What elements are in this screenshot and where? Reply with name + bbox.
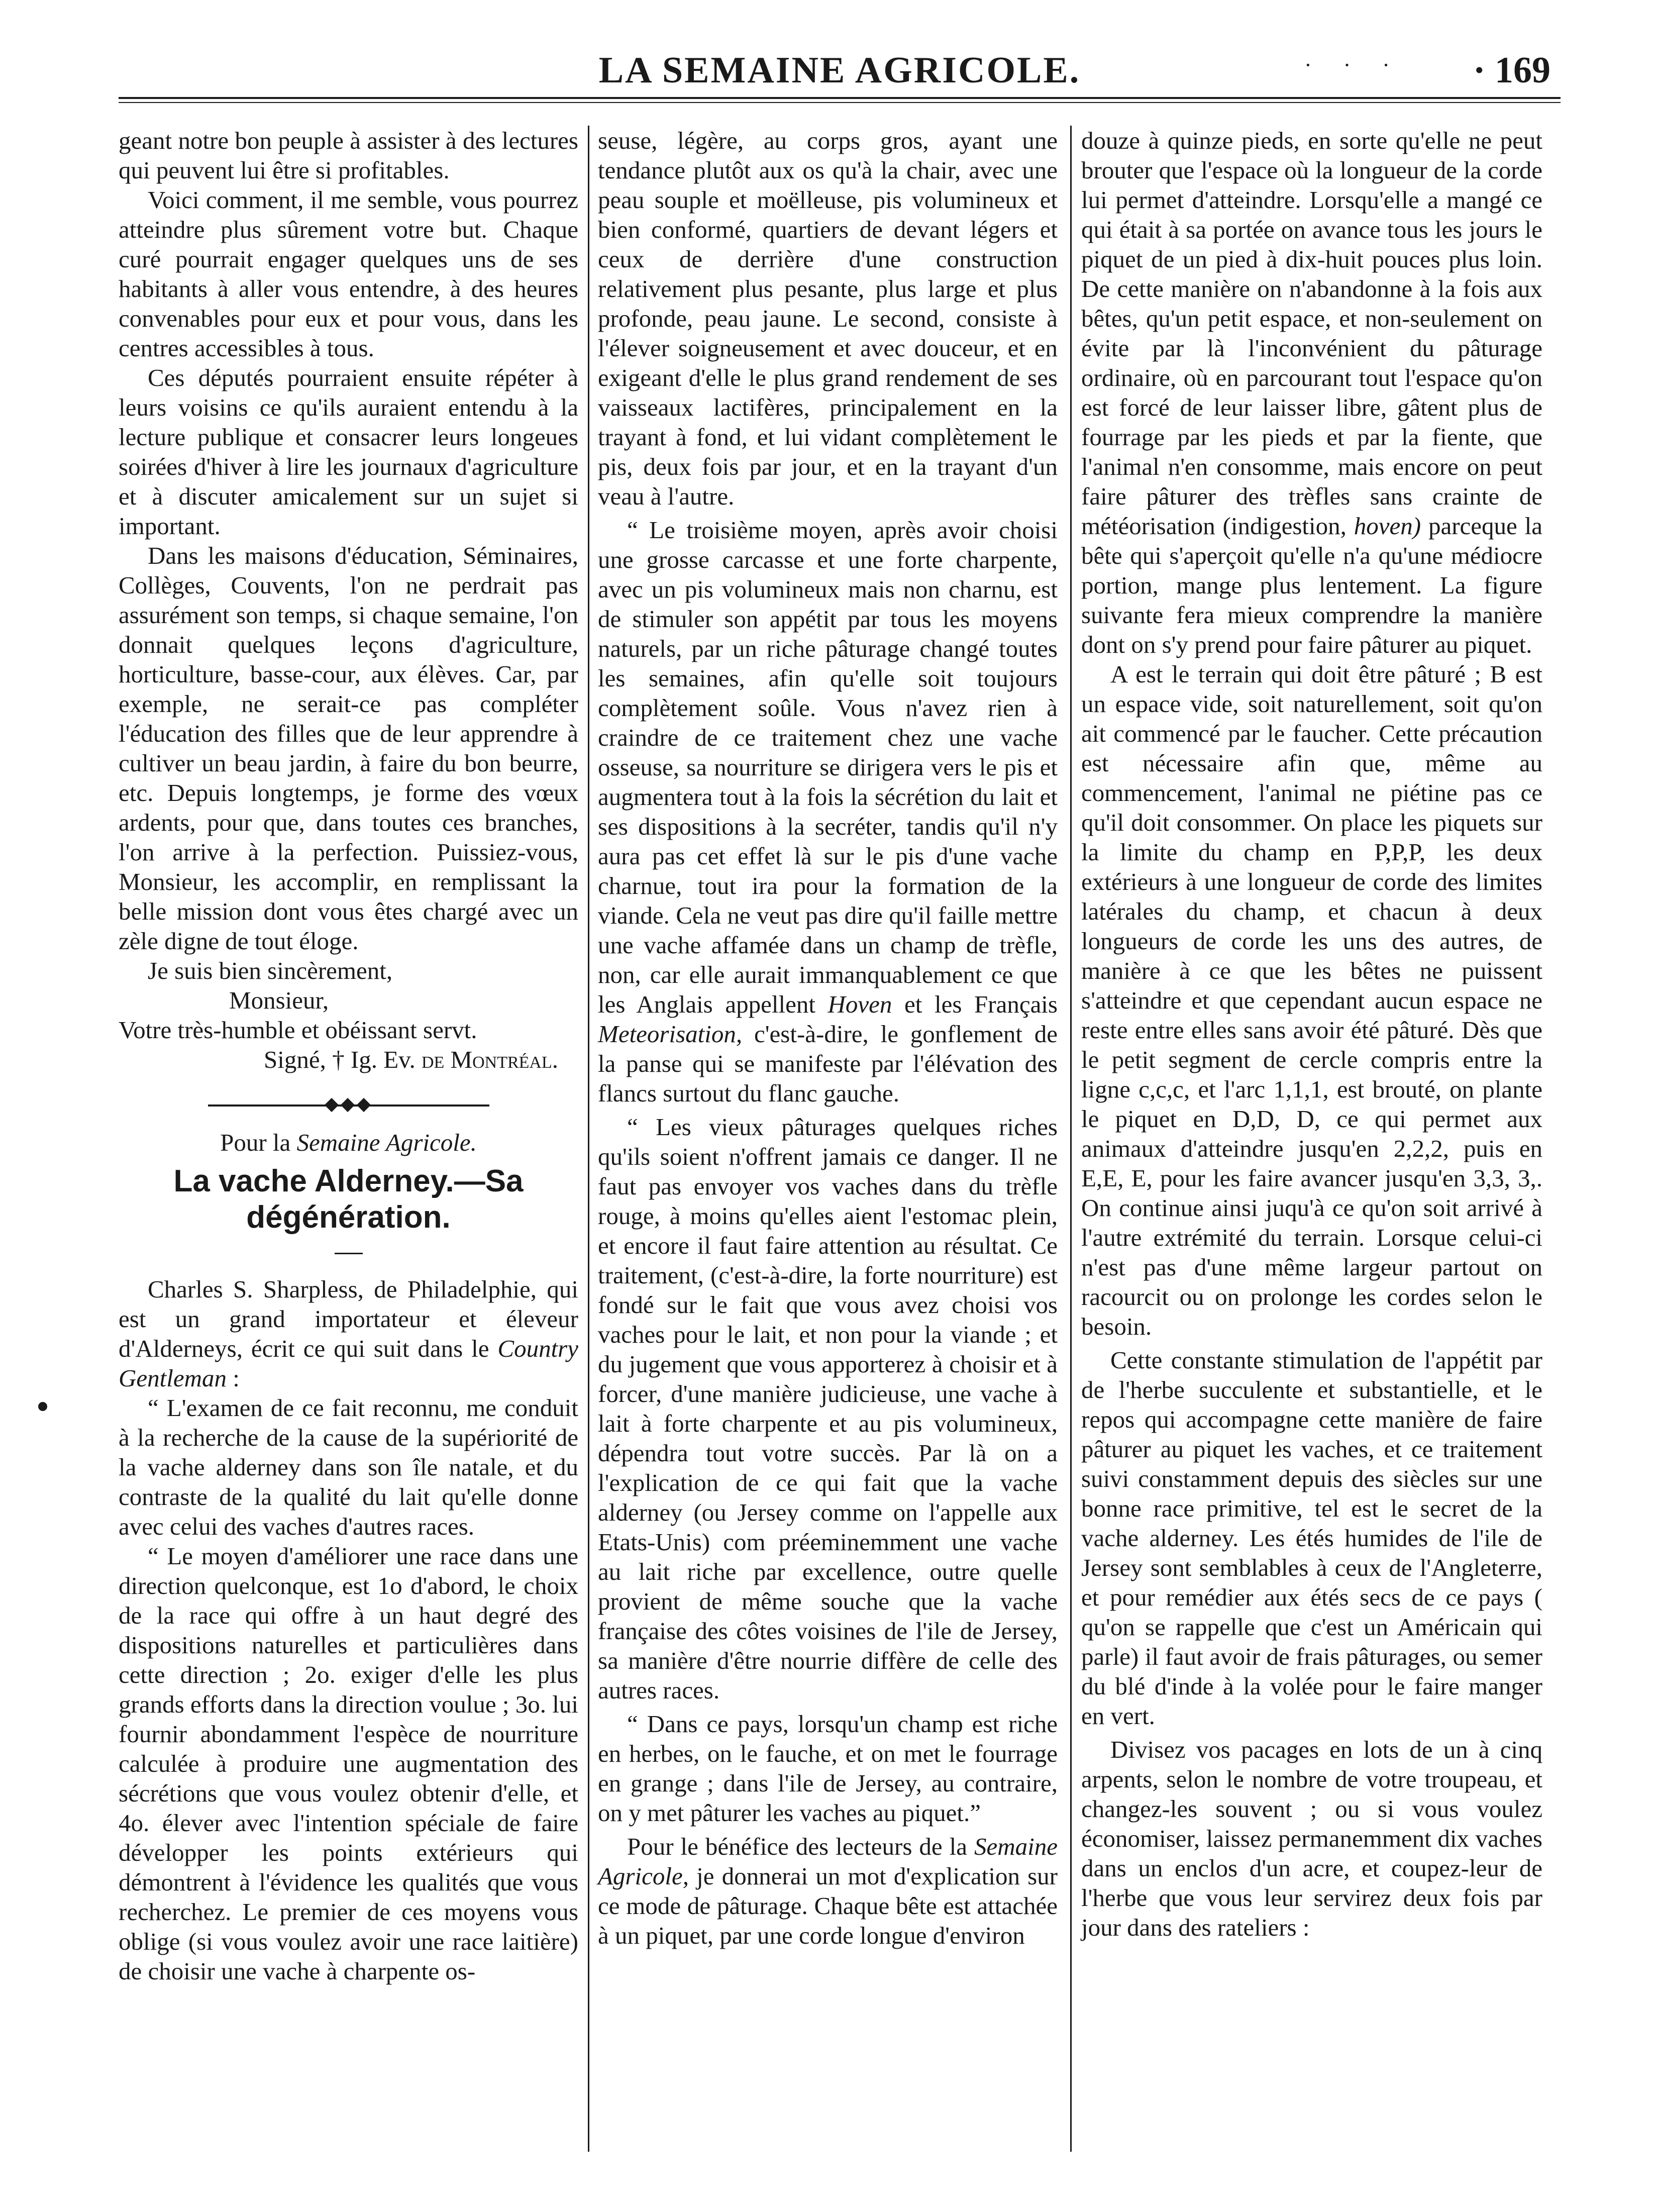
signature	[119, 1045, 578, 1074]
text-run: douze à quinze pieds, en sorte qu'elle ne peut brouter que l'espace où la longueur de la corde lui permet d'atteindre. Lorsqu'elle a mangé ce qui était à sa portée on avance tous les jours le piquet de un pied à dix-huit pouces plus loin. De cette manière on n'abandonne à la fois aux bêtes, qu'un petit espace, et non-seulement on évite par là l'inconvénient du pâturage ordinaire, où en parcourant tout l'espace qu'on est forcé de leur laisser libre, gâtent plus de fourrage par les pieds et par la fiente, que l'animal n'en consomme, mais encore on peut faire pâturer des trèfles sans crainte de météorisation (indigestion,	[1081, 127, 1542, 540]
column-3	[1081, 126, 1542, 2162]
signature-prefix: Signé, † Ig. Ev.	[264, 1046, 416, 1073]
text-run: Charles S. Sharpless, de Philadelphie, qui est un grand importateur et éleveur d'Alderneys, écrit ce qui suit dans le	[119, 1275, 578, 1362]
text-run: c'est-à-dire, le gonflement de la panse qui se manifeste par l'élévation des flancs surtout du flanc gauche.	[598, 1020, 1058, 1107]
column-divider	[588, 126, 589, 2152]
header-rule	[119, 97, 1561, 99]
salutation: Monsieur,	[229, 986, 329, 1014]
paragraph: “ Le moyen d'améliorer une race dans une direction quelconque, est 1o d'abord, le choix de la race qui offre à un haut degré des dispositions naturelles et particulières dans cette direction ; 2o. exiger d'elle les plus grands efforts dans la direction voulue ; 3o. lui fournir abondamment l'espèce de nourriture calculée à produire une augmentation des sécrétions que vous voulez obtenir d'elle, et 4o. élever avec l'intention spéciale de faire développer les points extérieurs qui démontrent à l'évidence les qualités que vous recherchez. Le premier de ces moyens vous oblige (si vous voulez avoir une race laitière) de choisir une vache à charpente os-	[119, 1542, 578, 1985]
text-run: je donnerai un mot d'explication sur ce mode de pâturage. Chaque bête est attachée à un piquet, par une corde longue d'environ	[598, 1862, 1058, 1949]
paragraph: Voici comment, il me semble, vous pourrez atteindre plus sûrement votre but. Chaque curé pourrait engager quelques uns de ses habitants à aller vous entendre, à des heures convenables pour eux et pour vous, dans les centres accessibles à tous.	[119, 186, 578, 362]
paragraph: “ L'examen de ce fait reconnu, me conduit à la recherche de la cause de la supériorité de la vache alderney dans son île natale, et du contraste de la qualité du lait qu'elle donne avec celui des vaches d'autres races.	[119, 1394, 578, 1540]
term-meteorisation: Meteorisation,	[598, 1020, 743, 1048]
journal-title: LA SEMAINE AGRICOLE.	[598, 50, 1081, 91]
paragraph: geant notre bon peuple à assister à des lectures qui peuvent lui être si profitables.	[119, 127, 578, 184]
text-run: :	[233, 1364, 240, 1392]
header-dots: · · ·	[1304, 53, 1403, 77]
paragraph: Divisez vos pacages en lots de un à cinq arpents, selon le nombre de votre troupeau, et changez-les souvent ; ou si vous voulez économiser, laissez permanemment dix vaches dans un enclos d'un acre, et coupez-leur de l'herbe que vous leur servirez deux fois par jour dans des rateliers :	[1081, 1736, 1542, 1941]
paragraph: seuse, légère, au corps gros, ayant une tendance plutôt aux os qu'à la chair, avec une peau souple et moëlleuse, pis volumineux et bien conformé, quartiers de devant légers et ceux de derrière d'une construction relativement plus pesante, plus large et plus profonde, peau jaune. Le second, consiste à l'élever soigneusement et avec douceur, et en exigeant d'elle le plus grand rendement de ses vaisseaux lactifères, principalement en la trayant à fond, et lui vidant complètement le pis, deux fois par jour, et en la trayant d'un veau à l'autre.	[598, 127, 1058, 510]
text-run: “ Le troisième moyen, après avoir choisi une grosse carcasse et une forte charpente, avec un pis volumineux mais non charnu, est de stimuler son appétit par tous les moyens naturels, par un riche pâturage changé toutes les semaines, afin qu'elle soit toujours complètement soûle. Vous n'avez rien à craindre de ce traitement chez une vache osseuse, sa nourriture se dirigera vers le pis et augmentera tout à la fois la sécrétion du lait et ses dispositions à la secréter, tandis qu'il n'y aura pas cet effet là sur le pis d'une vache charnue, tout ira pour la formation de la viande. Cela ne veut pas dire qu'il faille mettre une vache affamée dans un champ de trèfle, non, car elle aurait immanquablement ce que les Anglais appellent	[598, 516, 1058, 1018]
article-title: La vache Alderney.—Sa dégénération.	[173, 1164, 524, 1235]
page-header	[119, 44, 1561, 99]
column-divider	[1070, 126, 1072, 2152]
closing: Votre très-humble et obéissant servt.	[119, 1016, 477, 1044]
paragraph	[1081, 126, 1542, 659]
signature-name: Montréal.	[450, 1046, 558, 1073]
paragraph: Dans les maisons d'éducation, Séminaires, Collèges, Couvents, l'on ne perdrait pas assurément son temps, si chaque semaine, l'on donnait quelques leçons d'agriculture, horticulture, basse-cour, aux élèves. Car, par exemple, ne serait-ce pas compléter l'éducation des filles que de leur apprendre à cultiver un beau jardin, à faire du bon beurre, etc. Depuis longtemps, je forme des vœux ardents, pour que, dans toutes ces branches, l'on arrive à la perfection. Puissiez-vous, Monsieur, les accomplir, en remplissant la belle mission dont vous êtes chargé avec un zèle digne de tout éloge.	[119, 542, 578, 955]
paragraph: “ Les vieux pâturages quelques riches qu'ils soient n'offrent jamais ce danger. Il ne faut pas envoyer vos vaches dans du trèfle rouge, à moins qu'elles aient l'estomac plein, et encore il faut faire attention au résultat. Ce traitement, (c'est-à-dire, la forte nourriture) est fondé sur le fait que vous avez choisi vos vaches pour le lait, et non pour la viande ; et du jugement que vous apporterez à choisir et à forcer, d'une manière judicieuse, une vache à lait à forte charpente et au pis volumineux, dépendra tout votre succès. Par là on a l'explication de ce qui fait que la vache alderney (ou Jersey comme on l'appelle aux Etats-Unis) com préeminemment une vache au lait riche par excellence, outre quelle provient de même souche que la vache française des côtes voisines de l'ile de Jersey, sa manière d'être nourrie diffère de celle des autres races.	[598, 1113, 1058, 1704]
text-run: et les Français	[904, 990, 1058, 1018]
journal-name: Semaine Agricole.	[296, 1129, 477, 1156]
pour-la: Pour la	[220, 1129, 291, 1156]
paragraph: Cette constante stimulation de l'appétit par de l'herbe succulente et substantielle, et le repos qui accompagne cette manière de faire pâturer au piquet les vaches, et ce traitement suivi constamment depuis des siècles sur une bonne race primitive, tel est le secret de la vache alderney. Les étés humides de l'ile de Jersey sont semblables à ceux de l'Angleterre, et pour remédier aux étés secs de ce pays ( qu'on se rappelle que c'est un Américain qui parle) il faut avoir de frais pâturages, ou semer du blé d'inde à la volée pour le faire manger en vert.	[1081, 1346, 1542, 1730]
paragraph: Ces députés pourraient ensuite répéter à leurs voisins ce qu'ils auraient entendu à la lecture publique et consacrer leurs longeues soirées d'hiver à lire les journaux d'agriculture et à discuter amicalement sur un sujet si important.	[119, 364, 578, 540]
paragraph: A est le terrain qui doit être pâturé ; B est un espace vide, soit naturellement, soit qu'on ait commencé par le faucher. Cette précaution est nécessaire afin que, même au commencement, l'animal ne piétine pas ce qu'il doit consommer. On place les piquets sur la limite du champ en P,P,P, les deux extérieurs à une longueur de corde des limites latérales du champ, et chacun à deux longueurs de corde les uns des autres, de manière à ce que les bêtes ne puissent s'atteindre et que cependant aucun espace ne reste entre elles sans avoir été pâturé. Dès que le petit segment de cercle compris entre la ligne c,c,c, et l'arc 1,1,1, est brouté, on plante le piquet en D,D, D, ce qui permet aux animaux d'atteindre jusqu'en 2,2,2, puis en E,E, E, pour les faire avancer jusqu'en 3,3, 3,. On continue ainsi juqu'à ce qu'on soit arrivé à l'autre extrémité du terrain. Lorsque celui-ci n'est pas d'une même largeur partout on racourcit ou on prolonge les cordes selon le besoin.	[1081, 660, 1542, 1340]
margin-dot	[38, 1402, 47, 1411]
paragraph	[598, 1832, 1058, 1950]
term-hoven: hoven)	[1354, 512, 1421, 540]
section-source	[119, 1128, 578, 1157]
column-2	[598, 126, 1058, 2162]
text-run: parceque la bête qui s'aperçoit qu'elle n'a qu'une médiocre portion, mange plus lentement. La figure suivante fera mieux comprendre la manière dont on s'y prend pour faire pâturer au piquet.	[1081, 512, 1542, 658]
paragraph: Je suis bien sincèrement,	[148, 957, 393, 984]
page-number: · 169	[1473, 50, 1550, 91]
publication-name: Country Gentleman	[119, 1335, 579, 1392]
ornament-divider	[208, 1097, 489, 1113]
journal-name: Semaine Agricole,	[598, 1833, 1058, 1890]
paragraph	[119, 1274, 578, 1393]
paragraph	[598, 515, 1058, 1108]
title-rule	[335, 1253, 363, 1254]
header-rule-thin	[119, 102, 1561, 103]
term-hoven: Hoven	[828, 990, 892, 1018]
text-run: Pour le bénéfice des lecteurs de la	[627, 1833, 968, 1860]
paragraph: “ Dans ce pays, lorsqu'un champ est riche en herbes, on le fauche, et on met le fourrage en grange ; dans l'ile de Jersey, au contraire, on y met pâturer les vaches au piquet.”	[598, 1710, 1058, 1827]
column-1	[119, 126, 578, 2162]
signature-de: de	[421, 1046, 445, 1073]
